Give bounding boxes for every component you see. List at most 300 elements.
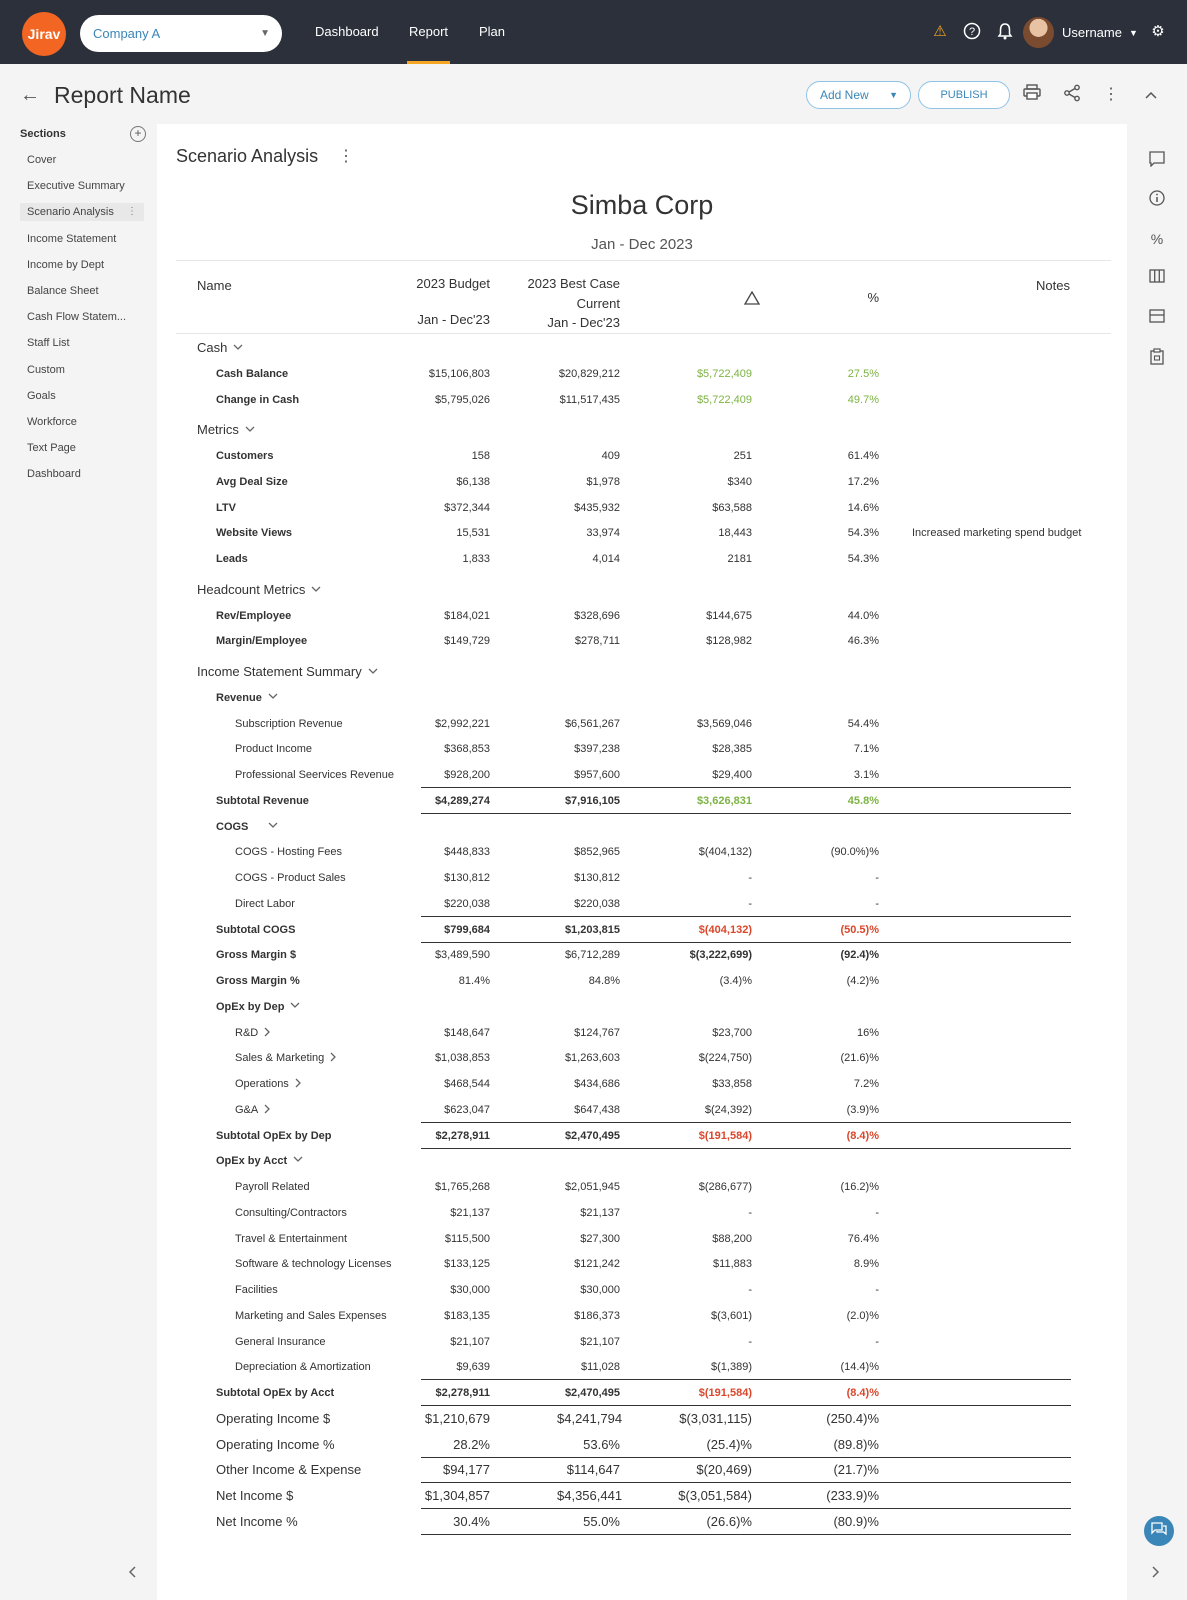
row-name <box>197 577 321 603</box>
print-icon[interactable] <box>1021 84 1043 106</box>
cell-v4: 7.2% <box>853 1078 879 1090</box>
chevron-right-icon[interactable] <box>264 1104 270 1116</box>
sections-label: Sections <box>20 128 66 140</box>
column-header-divider <box>176 333 1111 334</box>
cell-v4: (14.4)% <box>840 1361 879 1374</box>
cell-v1: $799,684 <box>444 923 490 936</box>
chevron-right-icon[interactable] <box>264 1027 270 1039</box>
cell-v4: (233.9)% <box>826 1488 879 1503</box>
row-name-text: OpEx by Acct <box>216 1155 288 1168</box>
row-name <box>197 417 255 443</box>
row-name-text: COGS - Product Sales <box>235 872 346 884</box>
row-name-text: Headcount Metrics <box>197 581 306 597</box>
table-row <box>157 546 1127 572</box>
chevron-right-icon[interactable] <box>295 1078 301 1090</box>
cell-v4: 54.3% <box>847 553 879 565</box>
cell-v4: 8.9% <box>853 1258 879 1271</box>
cell-v2: $1,978 <box>586 475 620 488</box>
row-name-text: Gross Margin % <box>216 975 300 987</box>
cell-v3: $(404,132) <box>698 923 752 936</box>
percent-icon[interactable]: % <box>1150 231 1164 247</box>
sidebar-item-dashboard[interactable] <box>20 463 145 489</box>
cell-v3: $(286,677) <box>698 1181 752 1193</box>
col-bestcase-period: Jan - Dec'23 <box>547 315 620 330</box>
cell-v1: $184,021 <box>444 609 490 622</box>
chat-icon[interactable] <box>1144 1516 1174 1546</box>
row-name-text: Other Income & Expense <box>216 1462 362 1478</box>
sidebar-item-text-page[interactable] <box>20 437 145 463</box>
chevron-down-icon: ▼ <box>889 90 898 100</box>
cell-v3: - <box>748 1206 752 1219</box>
table-row <box>157 495 1127 521</box>
cell-v2: $4,241,794 <box>557 1410 623 1426</box>
chevron-down-icon[interactable] <box>293 1155 303 1167</box>
cell-v4: 3.1% <box>853 769 879 781</box>
sidebar-item-label: Custom <box>27 363 65 376</box>
cell-v1: $448,833 <box>444 846 490 859</box>
cell-v1: $6,138 <box>456 475 490 488</box>
table-row <box>157 1303 1127 1329</box>
cell-v2: $114,647 <box>566 1462 620 1478</box>
cell-v4: 27.5% <box>847 367 879 380</box>
back-arrow-icon[interactable]: ← <box>20 84 40 106</box>
report-company-name: Simba Corp <box>570 190 714 220</box>
table-row[interactable] <box>157 814 1127 840</box>
cell-v2: $20,829,212 <box>558 367 620 380</box>
sidebar-item-balance-sheet[interactable] <box>20 280 145 306</box>
row-name-text: Operating Income $ <box>216 1410 331 1426</box>
expand-rail-icon[interactable] <box>1152 1565 1160 1581</box>
cell-v4: (250.4)% <box>826 1410 879 1426</box>
cell-v4: (16.2)% <box>840 1181 879 1193</box>
cell-v1: $3,489,590 <box>434 949 490 962</box>
cell-v2: 55.0% <box>583 1513 620 1529</box>
row-name <box>235 1329 326 1355</box>
page-title: Report Name <box>54 82 191 108</box>
cell-note: Increased marketing spend budget <box>912 527 1082 540</box>
row-name-text: OpEx by Dep <box>216 1000 285 1013</box>
avatar[interactable] <box>1023 17 1054 48</box>
cell-v1: $220,038 <box>444 897 490 910</box>
nav-report[interactable]: Report <box>409 0 448 64</box>
col-budget-header: 2023 Budget <box>416 276 490 291</box>
cell-v2: $1,263,603 <box>564 1052 620 1065</box>
section-row[interactable] <box>157 577 1127 603</box>
table-row <box>157 839 1127 865</box>
cell-v1: $130,812 <box>444 872 490 884</box>
table-row <box>157 1329 1127 1355</box>
cell-v2: 84.8% <box>588 975 620 987</box>
row-name <box>216 1457 361 1483</box>
cell-v1: 158 <box>471 450 490 462</box>
cell-v1: 28.2% <box>453 1436 490 1452</box>
cell-v2: $27,300 <box>580 1232 620 1245</box>
info-icon[interactable] <box>1147 190 1167 210</box>
row-name <box>216 520 292 546</box>
row-name-text: Product Income <box>235 743 313 756</box>
row-name <box>216 814 278 840</box>
table-row <box>157 891 1127 917</box>
cell-v2: $957,600 <box>574 769 620 781</box>
sidebar-item-income-by-dept[interactable] <box>20 254 145 280</box>
table-row <box>157 1251 1127 1277</box>
cell-v4: 54.3% <box>847 527 879 540</box>
sidebar-item-cover[interactable] <box>20 149 145 175</box>
cell-v2: $2,051,945 <box>564 1181 620 1193</box>
add-new-label: Add New <box>820 88 869 102</box>
table-row <box>157 1174 1127 1200</box>
cell-v4: (50.5)% <box>840 923 879 936</box>
sidebar-item-label: Text Page <box>27 442 76 455</box>
help-icon[interactable] <box>962 22 982 42</box>
cell-v1: $372,344 <box>444 501 490 514</box>
table-row <box>157 1123 1127 1149</box>
cell-v2: $2,470,495 <box>564 1129 620 1142</box>
cell-v2: $11,517,435 <box>559 393 620 406</box>
cell-v1: $1,038,853 <box>434 1052 490 1065</box>
report-card <box>157 124 1127 1600</box>
row-name <box>235 1226 347 1252</box>
cell-v3: 2181 <box>727 553 752 565</box>
row-name <box>216 968 300 994</box>
row-name <box>216 1148 303 1174</box>
row-name-text: Consulting/Contractors <box>235 1206 347 1219</box>
cell-v4: 14.6% <box>847 501 879 514</box>
row-name <box>235 891 295 917</box>
cell-v1: $928,200 <box>444 769 490 781</box>
cell-v2: 53.6% <box>583 1436 620 1452</box>
cell-v3: $(24,392) <box>704 1103 752 1116</box>
row-name <box>216 1432 335 1458</box>
cell-v1: $1,765,268 <box>434 1181 490 1193</box>
cell-v3: (25.4)% <box>706 1436 752 1452</box>
company-selector[interactable] <box>80 15 282 52</box>
company-selector-value: Company A <box>93 26 161 41</box>
cell-v3: $(3,601) <box>711 1309 752 1322</box>
chevron-down-icon[interactable] <box>290 1001 300 1013</box>
row-name <box>216 917 295 943</box>
row-name <box>216 1483 293 1509</box>
cell-v2: $7,916,105 <box>564 794 620 807</box>
sidebar-item-executive-summary[interactable] <box>20 175 145 201</box>
table-row[interactable] <box>157 1020 1127 1046</box>
sidebar-item-label: Income Statement <box>27 232 117 245</box>
gear-icon[interactable]: ⚙ <box>1151 23 1165 40</box>
col-notes-header: Notes <box>1036 278 1070 293</box>
row-name-text: Customers <box>216 450 274 462</box>
table-row <box>157 788 1127 814</box>
table-row <box>157 387 1127 413</box>
row-name-text: Subtotal COGS <box>216 923 296 936</box>
total-rule <box>421 1534 1071 1535</box>
table-row[interactable] <box>157 685 1127 711</box>
row-name-text: LTV <box>216 501 236 514</box>
cell-v4: 76.4% <box>847 1232 879 1245</box>
row-name-text: Subtotal OpEx by Acct <box>216 1387 335 1399</box>
sidebar-item-label: Cover <box>27 154 57 166</box>
table-row <box>157 762 1127 788</box>
row-name <box>235 1174 310 1200</box>
cell-v4: 49.7% <box>847 393 879 406</box>
clipboard-icon[interactable] <box>1147 348 1167 368</box>
cell-v3: $11,883 <box>713 1258 752 1271</box>
collapse-sidebar-icon[interactable] <box>128 1565 136 1581</box>
table-row <box>157 1406 1127 1432</box>
col-percent-header: % <box>867 290 879 305</box>
row-name-text: Marketing and Sales Expenses <box>235 1309 387 1322</box>
row-name-text: Cash <box>197 340 228 355</box>
row-name-text: Revenue <box>216 691 262 704</box>
sidebar-item-goals[interactable] <box>20 385 145 411</box>
table-row <box>157 1200 1127 1226</box>
table-row <box>157 1509 1127 1535</box>
cell-v3: $63,588 <box>712 501 752 514</box>
cell-v2: $397,238 <box>574 743 620 756</box>
row-name-text: Cash Balance <box>216 367 289 380</box>
cell-v2: $647,438 <box>574 1103 620 1116</box>
row-name <box>216 469 288 495</box>
cell-v2: 33,974 <box>586 527 620 540</box>
sidebar-item-label: Executive Summary <box>27 180 125 193</box>
row-name <box>235 839 342 865</box>
card-icon[interactable] <box>1147 308 1167 328</box>
chevron-down-icon[interactable] <box>368 664 378 679</box>
cell-v2: $434,686 <box>574 1078 620 1090</box>
cell-v3: $(191,584) <box>698 1387 752 1399</box>
header-divider <box>176 260 1111 261</box>
add-section-icon[interactable]: + <box>130 126 146 142</box>
cell-v2: 4,014 <box>592 553 620 565</box>
cell-v3: $144,675 <box>706 609 752 622</box>
cell-v2: $130,812 <box>574 872 620 884</box>
table-row <box>157 968 1127 994</box>
table-row <box>157 736 1127 762</box>
row-name <box>235 865 346 891</box>
row-name <box>197 335 243 361</box>
row-name-text: R&D <box>235 1026 259 1039</box>
cell-v1: $94,177 <box>443 1462 490 1478</box>
sidebar-item-cash-flow-statem[interactable] <box>20 306 145 332</box>
add-new-button[interactable] <box>806 81 911 109</box>
row-name <box>197 659 378 685</box>
cell-v3: $(3,031,115) <box>679 1410 752 1426</box>
cell-v4: - <box>875 1335 879 1348</box>
sidebar-sections <box>20 149 145 489</box>
chevron-down-icon[interactable] <box>245 422 255 437</box>
cell-v4: 17.2% <box>847 475 879 488</box>
col-bestcase-sub: Current <box>576 296 620 311</box>
cell-v3: $(3,051,584) <box>678 1488 752 1503</box>
cell-v3: $33,858 <box>712 1078 752 1090</box>
row-name <box>216 495 236 521</box>
nav-plan[interactable]: Plan <box>479 24 506 39</box>
jirav-logo[interactable]: Jirav <box>22 12 66 56</box>
cell-v3: $29,400 <box>712 769 752 781</box>
cell-v2: $278,711 <box>574 635 620 648</box>
row-name <box>216 387 299 413</box>
table-row <box>157 917 1127 943</box>
chevron-down-icon[interactable] <box>268 692 278 704</box>
cell-v1: $21,137 <box>450 1206 490 1219</box>
cell-v2: 409 <box>601 450 620 462</box>
table-row[interactable] <box>157 994 1127 1020</box>
cell-v3: $88,200 <box>712 1232 752 1245</box>
sidebar-item-scenario-analysis[interactable] <box>20 201 145 227</box>
cell-v2: $6,712,289 <box>564 949 620 962</box>
delta-icon <box>744 291 760 305</box>
table-row[interactable] <box>157 1097 1127 1123</box>
row-name <box>235 1020 270 1046</box>
cell-v4: - <box>875 1206 879 1219</box>
sidebar-item-label: Dashboard <box>27 468 81 481</box>
row-name <box>235 1071 301 1097</box>
sidebar-item-label: Cash Flow Statem... <box>27 311 127 324</box>
cell-v1: 81.4% <box>458 975 490 987</box>
row-name-text: Net Income % <box>216 1513 298 1529</box>
table-row[interactable] <box>157 1045 1127 1071</box>
cell-v3: - <box>748 1284 752 1296</box>
table-row <box>157 1483 1127 1509</box>
chevron-right-icon[interactable] <box>330 1052 336 1064</box>
warning-icon[interactable]: ⚠ <box>933 23 947 40</box>
collapse-up-icon[interactable] <box>1140 84 1162 106</box>
table-row <box>157 1457 1127 1483</box>
chevron-down-icon: ▼ <box>260 28 270 39</box>
row-name <box>216 1406 330 1432</box>
row-name <box>216 788 309 814</box>
cell-v4: 7.1% <box>853 743 879 756</box>
section-title: Scenario Analysis <box>176 146 319 166</box>
table-row <box>157 1432 1127 1458</box>
row-name <box>216 443 273 469</box>
cell-v3: $(191,584) <box>698 1129 752 1142</box>
table-row <box>157 1380 1127 1406</box>
bell-icon[interactable] <box>995 22 1015 42</box>
row-name-text: Margin/Employee <box>216 635 308 648</box>
section-row[interactable] <box>157 335 1127 361</box>
row-name-text: Payroll Related <box>235 1181 310 1193</box>
comment-icon[interactable] <box>1147 151 1167 171</box>
row-name-text: Sales & Marketing <box>235 1052 325 1065</box>
cell-v3: $(3,222,699) <box>689 949 752 962</box>
cell-v3: $28,385 <box>712 743 752 756</box>
row-name <box>235 736 312 762</box>
cell-v4: (21.6)% <box>840 1052 879 1065</box>
row-name <box>216 1123 332 1149</box>
cell-v3: $5,722,409 <box>696 367 752 380</box>
section-row[interactable] <box>157 417 1127 443</box>
row-name-text: Net Income $ <box>216 1488 294 1503</box>
section-row[interactable] <box>157 659 1127 685</box>
sidebar-item-workforce[interactable] <box>20 411 145 437</box>
row-name-text: Website Views <box>216 527 293 540</box>
sidebar-item-menu-icon[interactable]: ⋮ <box>127 206 137 218</box>
cell-v1: $133,125 <box>444 1258 490 1271</box>
cell-v1: $2,278,911 <box>435 1387 490 1399</box>
sidebar-item-label: Goals <box>27 389 56 402</box>
section-menu-icon[interactable]: ⋮ <box>338 148 354 165</box>
username[interactable]: Username <box>1062 25 1122 40</box>
user-chevron-down-icon[interactable]: ▼ <box>1129 28 1138 38</box>
table-row <box>157 603 1127 629</box>
sidebar-item-label: Income by Dept <box>27 258 105 271</box>
table-row[interactable] <box>157 1071 1127 1097</box>
chevron-down-icon[interactable] <box>233 340 243 355</box>
columns-icon[interactable] <box>1147 268 1167 288</box>
table-row <box>157 1226 1127 1252</box>
cell-v4: (89.8)% <box>833 1436 879 1452</box>
cell-v1: 15,531 <box>456 527 490 540</box>
cell-v4: 61.4% <box>847 450 879 462</box>
row-name-text: General Insurance <box>235 1335 326 1348</box>
cell-v4: (92.4)% <box>840 949 879 962</box>
chevron-down-icon[interactable] <box>311 582 321 597</box>
sidebar-item-custom[interactable] <box>20 359 145 385</box>
cell-v3: $23,700 <box>712 1026 752 1039</box>
share-icon[interactable] <box>1061 84 1083 106</box>
cell-v3: - <box>748 897 752 910</box>
cell-v3: $128,982 <box>706 635 752 648</box>
row-name <box>216 361 288 387</box>
cell-v1: $623,047 <box>444 1103 490 1116</box>
cell-v3: (3.4)% <box>719 975 752 987</box>
cell-v2: $124,767 <box>574 1026 620 1039</box>
row-name-text: Operations <box>235 1078 289 1090</box>
cell-v2: $2,470,495 <box>564 1387 620 1399</box>
nav-dashboard[interactable]: Dashboard <box>315 24 379 39</box>
cell-v1: $15,106,803 <box>428 367 490 380</box>
cell-v1: $2,278,911 <box>435 1129 490 1142</box>
cell-v4: 46.3% <box>847 635 879 648</box>
col-budget-period: Jan - Dec'23 <box>417 312 490 327</box>
cell-v2: $21,137 <box>580 1206 620 1219</box>
cell-v3: $340 <box>727 475 752 488</box>
cell-v2: $21,107 <box>580 1335 620 1348</box>
chevron-down-icon[interactable] <box>268 821 278 833</box>
cell-v2: $121,242 <box>574 1258 620 1271</box>
more-vertical-icon[interactable]: ⋮ <box>1103 86 1119 103</box>
table-row[interactable] <box>157 1148 1127 1174</box>
table-row <box>157 628 1127 654</box>
row-name <box>216 603 291 629</box>
cell-v1: $9,639 <box>456 1361 490 1374</box>
row-name-text: COGS <box>216 820 249 833</box>
cell-v1: 30.4% <box>453 1513 490 1529</box>
sidebar-item-income-statement[interactable] <box>20 228 145 254</box>
row-name <box>216 1380 334 1406</box>
cell-v3: (26.6)% <box>706 1513 752 1529</box>
cell-v1: $468,544 <box>444 1078 490 1090</box>
cell-v1: $21,107 <box>450 1335 490 1348</box>
cell-v3: $3,569,046 <box>696 717 752 730</box>
row-name <box>235 1251 392 1277</box>
row-name-text: Depreciation & Amortization <box>235 1361 371 1374</box>
cell-v3: $5,722,409 <box>696 393 752 406</box>
table-row <box>157 520 1127 546</box>
cell-v3: $3,626,831 <box>696 794 752 807</box>
cell-v1: $4,289,274 <box>434 794 490 807</box>
publish-button[interactable]: PUBLISH <box>918 81 1010 109</box>
cell-v4: (8.4)% <box>846 1387 879 1399</box>
sidebar-item-staff-list[interactable] <box>20 332 145 358</box>
cell-v1: $148,647 <box>444 1026 490 1039</box>
row-name <box>216 546 248 572</box>
cell-v4: (4.2)% <box>846 975 879 987</box>
row-name <box>235 1303 387 1329</box>
row-name-text: G&A <box>235 1103 259 1116</box>
cell-v4: - <box>875 872 879 884</box>
cell-v2: $1,203,815 <box>564 923 620 936</box>
